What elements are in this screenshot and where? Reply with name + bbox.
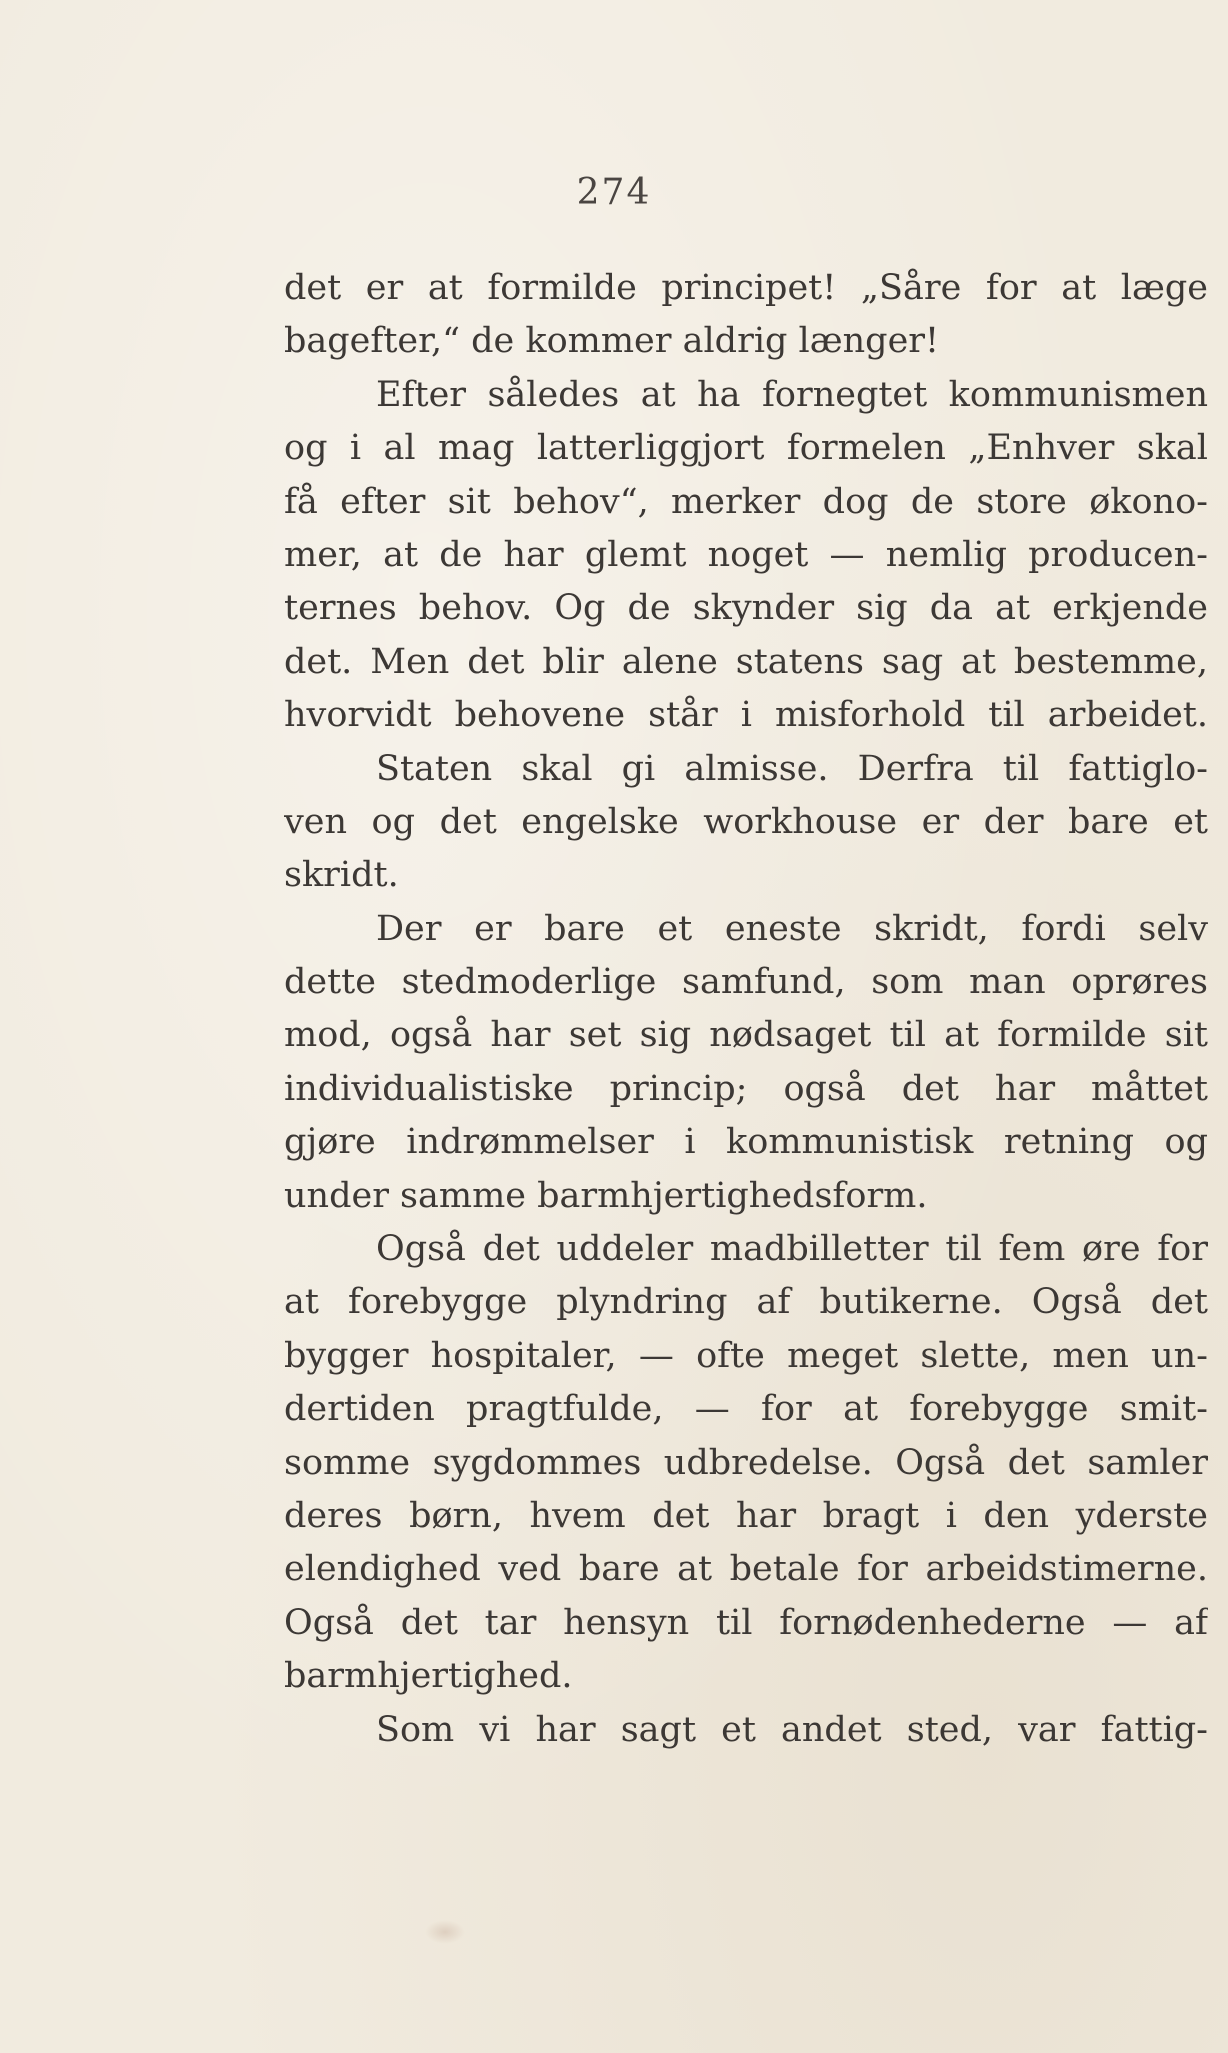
text-line: barmhjertighed.: [284, 1656, 573, 1697]
text-line: bygger hospitaler, — ofte meget slette, men un-: [284, 1335, 1208, 1376]
text-line: mer, at de har glemt noget — nemlig producen-: [284, 534, 1208, 575]
text-line: skridt.: [284, 855, 399, 896]
text-line: dette stedmoderlige samfund, som man oprøres: [284, 962, 1208, 1003]
page-number: 274: [576, 172, 652, 213]
text-line: det. Men det blir alene statens sag at bestemme,: [284, 641, 1208, 682]
paper-stain: [425, 1920, 465, 1944]
text-line: deres børn, hvem det har bragt i den yderste: [284, 1495, 1208, 1536]
text-line: ternes behov. Og de skynder sig da at erkjende: [284, 588, 1208, 629]
text-line: Også det tar hensyn til fornødenhederne — af: [284, 1602, 1208, 1643]
text-line: Der er bare et eneste skridt, fordi selv: [376, 908, 1208, 949]
text-line: og i al mag latterliggjort formelen „Enhver skal: [284, 428, 1208, 469]
text-line: individualistiske princip; også det har måttet: [284, 1068, 1208, 1109]
text-line: under samme barmhjertighedsform.: [284, 1175, 928, 1216]
text-line: Som vi har sagt et andet sted, var fattig-: [376, 1709, 1208, 1750]
text-line: hvorvidt behovene står i misforhold til arbeidet.: [284, 695, 1208, 736]
text-line: bagefter,“ de kommer aldrig længer!: [284, 321, 940, 362]
text-line: elendighed ved bare at betale for arbeidstimerne.: [284, 1549, 1208, 1590]
text-line: ven og det engelske workhouse er der bare et: [284, 801, 1208, 842]
text-line: at forebygge plyndring af butikerne. Også det: [284, 1282, 1208, 1323]
text-line: det er at formilde principet! „Såre for at læge: [284, 268, 1208, 308]
text-line: Også det uddeler madbilletter til fem øre for: [376, 1229, 1208, 1270]
text-line: mod, også har set sig nødsaget til at formilde sit: [284, 1015, 1208, 1056]
text-line: få efter sit behov“, merker dog de store økono-: [284, 481, 1208, 522]
text-line: Staten skal gi almisse. Derfra til fattiglo-: [376, 748, 1208, 789]
body-text: [284, 262, 1208, 1757]
text-line: gjøre indrømmelser i kommunistisk retning og: [284, 1122, 1208, 1163]
text-line: dertiden pragtfulde, — for at forebygge smit-: [284, 1389, 1208, 1430]
text-line: somme sygdommes udbredelse. Også det samler: [284, 1442, 1208, 1483]
text-line: Efter således at ha fornegtet kommunismen: [376, 374, 1208, 415]
